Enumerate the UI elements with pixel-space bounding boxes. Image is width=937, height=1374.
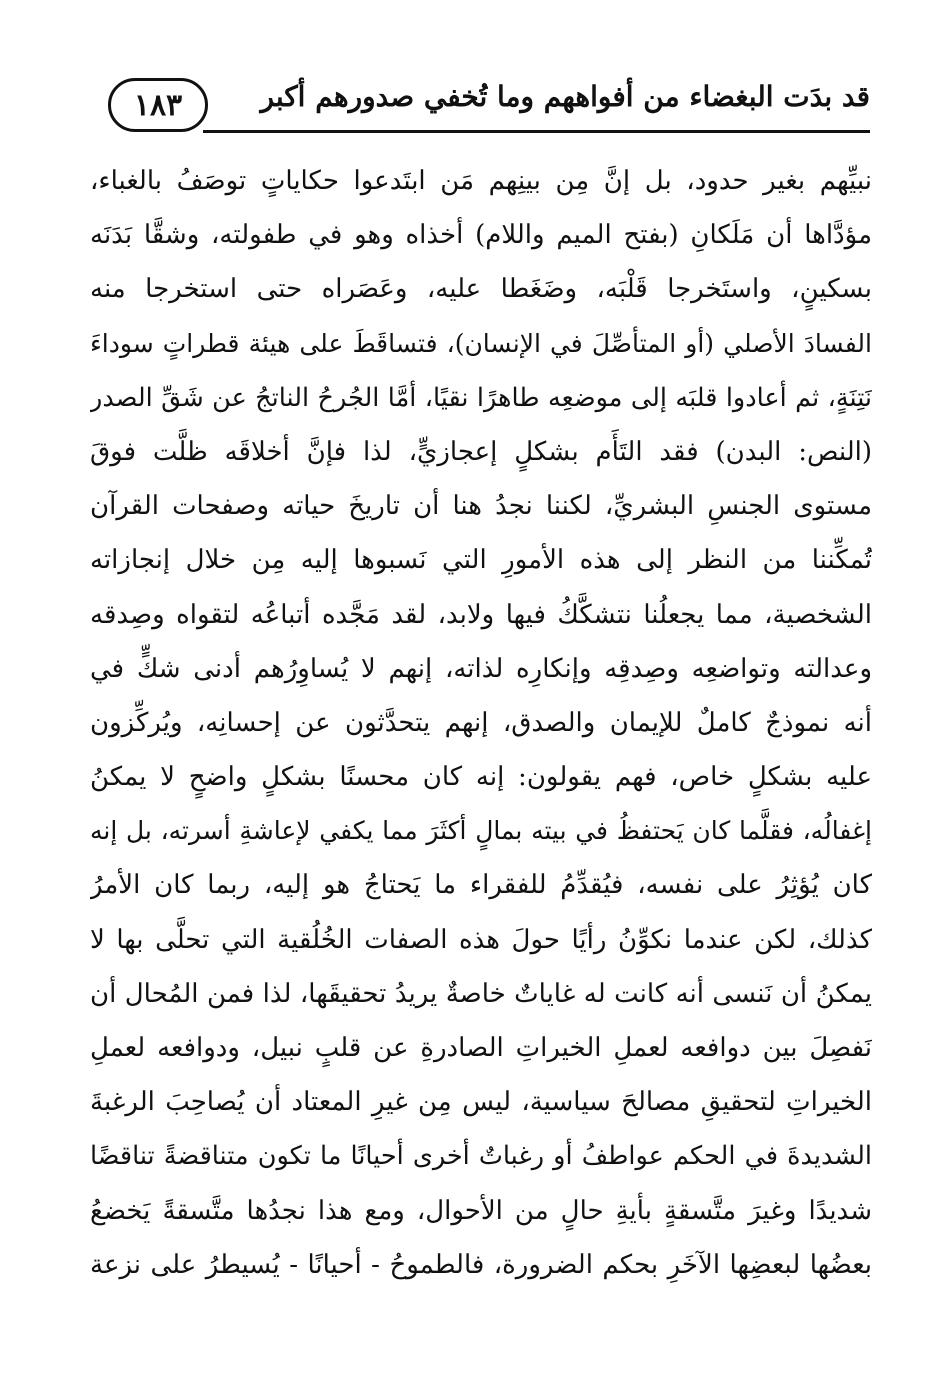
- text-line: الفسادَ الأصلي (أو المتأصِّلَ في الإنسان)، فتساقَطَ على هيئة قطراتٍ سوداءَ: [90, 328, 872, 358]
- text-line: عليه بشكلٍ خاص، فهم يقولون: إنه كان محسنًا بشكلٍ واضحٍ لا يمكنُ: [90, 762, 872, 793]
- text-line: إغفالُه، فقلَّما كان يَحتفظُ في بيته بمالٍ أكثَرَ مما يكفي لإعاشةِ أسرته، بل إنه: [90, 816, 872, 846]
- text-line: مستوى الجنسِ البشريِّ، لكننا نجدُ هنا أن تاريخَ حياته وصفحات القرآن: [90, 491, 872, 522]
- text-line: وعدالته وتواضعِه وصِدقِه وإنكارِه لذاته، إنهم لا يُساوِرُهم أدنى شكٍّ في: [90, 653, 872, 684]
- text-line: مؤدَّاها أن مَلَكانِ (بفتح الميم واللام) أخذاه وهو في طفولته، وشقَّا بَدَنَه: [90, 220, 872, 251]
- text-line: الشخصية، مما يجعلُنا نتشكَّكُ فيها ولابد، لقد مَجَّده أتباعُه لتقواه وصِدقه: [90, 599, 872, 630]
- running-title: قد بدَت البغضاء من أفواههم وما تُخفي صدورهم أكبر: [260, 80, 870, 113]
- text-line: كذلك، لكن عندما نكوِّنُ رأيًا حولَ هذه الصفات الخُلُقية التي تحلَّى بها لا: [90, 924, 872, 955]
- text-line: يمكنُ أن نَنسى أنه كانت له غاياتٌ خاصةٌ يريدُ تحقيقَها، لذا فمن المُحال أن: [90, 978, 872, 1009]
- text-line: شديدًا وغيرَ متَّسقةٍ بأيةِ حالٍ من الأحوال، ومع هذا نجدُها متَّسقةً يَخضعُ: [90, 1195, 872, 1226]
- text-line: تُمكِّننا من النظر إلى هذه الأمورِ التي نَسبوها إليه مِن خلال إنجازاته: [90, 545, 872, 576]
- text-line: أنه نموذجٌ كاملٌ للإيمان والصدق، إنهم يتحدَّثون عن إحسانِه، ويُركِّزون: [90, 707, 872, 738]
- text-line: كان يُؤثِرُ على نفسه، فيُقدِّمُ للفقراء ما يَحتاجُ هو إليه، ربما كان الأمرُ: [90, 870, 872, 901]
- text-line: بسكينٍ، واستَخرجا قَلْبَه، وضَغَطا عليه، وعَصَراه حتى استخرجا منه: [90, 274, 872, 305]
- text-line: نَتِنَةٍ، ثم أعادوا قلبَه إلى موضعِه طاهرًا نقيًا، أمَّا الجُرحُ الناتجُ عن شَقِّ الصدر: [90, 382, 872, 413]
- text-line: الشديدةَ في الحكم عواطفُ أو رغباتٌ أخرى أحيانًا ما تكون متناقضةً تناقضًا: [90, 1141, 872, 1172]
- header-rule: [203, 130, 870, 133]
- text-line: بعضُها لبعضِها الآخَرِ بحكم الضرورة، فالطموحُ - أحيانًا - يُسيطرُ على نزعة: [90, 1249, 872, 1280]
- page-header: [108, 78, 870, 142]
- page-number-badge: [108, 78, 208, 132]
- text-line: (النص: البدن) فقد التَأَم بشكلٍ إعجازيٍّ، لذا فإنَّ أخلاقَه ظلَّت فوقَ: [90, 436, 872, 467]
- page-number: ١٨٣: [133, 87, 183, 123]
- body-text: [90, 154, 872, 1292]
- text-line: الخيراتِ لتحقيقِ مصالحَ سياسية، ليس مِن غيرِ المعتاد أن يُصاحِبَ الرغبةَ: [90, 1087, 872, 1118]
- text-line: نبيِّهم بغير حدود، بل إنَّ مِن بينِهم مَن ابتَدعوا حكاياتٍ توصَفُ بالغباء،: [90, 166, 872, 196]
- text-line: نَفصِلَ بين دوافعه لعملِ الخيراتِ الصادرةِ عن قلبٍ نبيل، ودوافعه لعملِ: [90, 1033, 872, 1063]
